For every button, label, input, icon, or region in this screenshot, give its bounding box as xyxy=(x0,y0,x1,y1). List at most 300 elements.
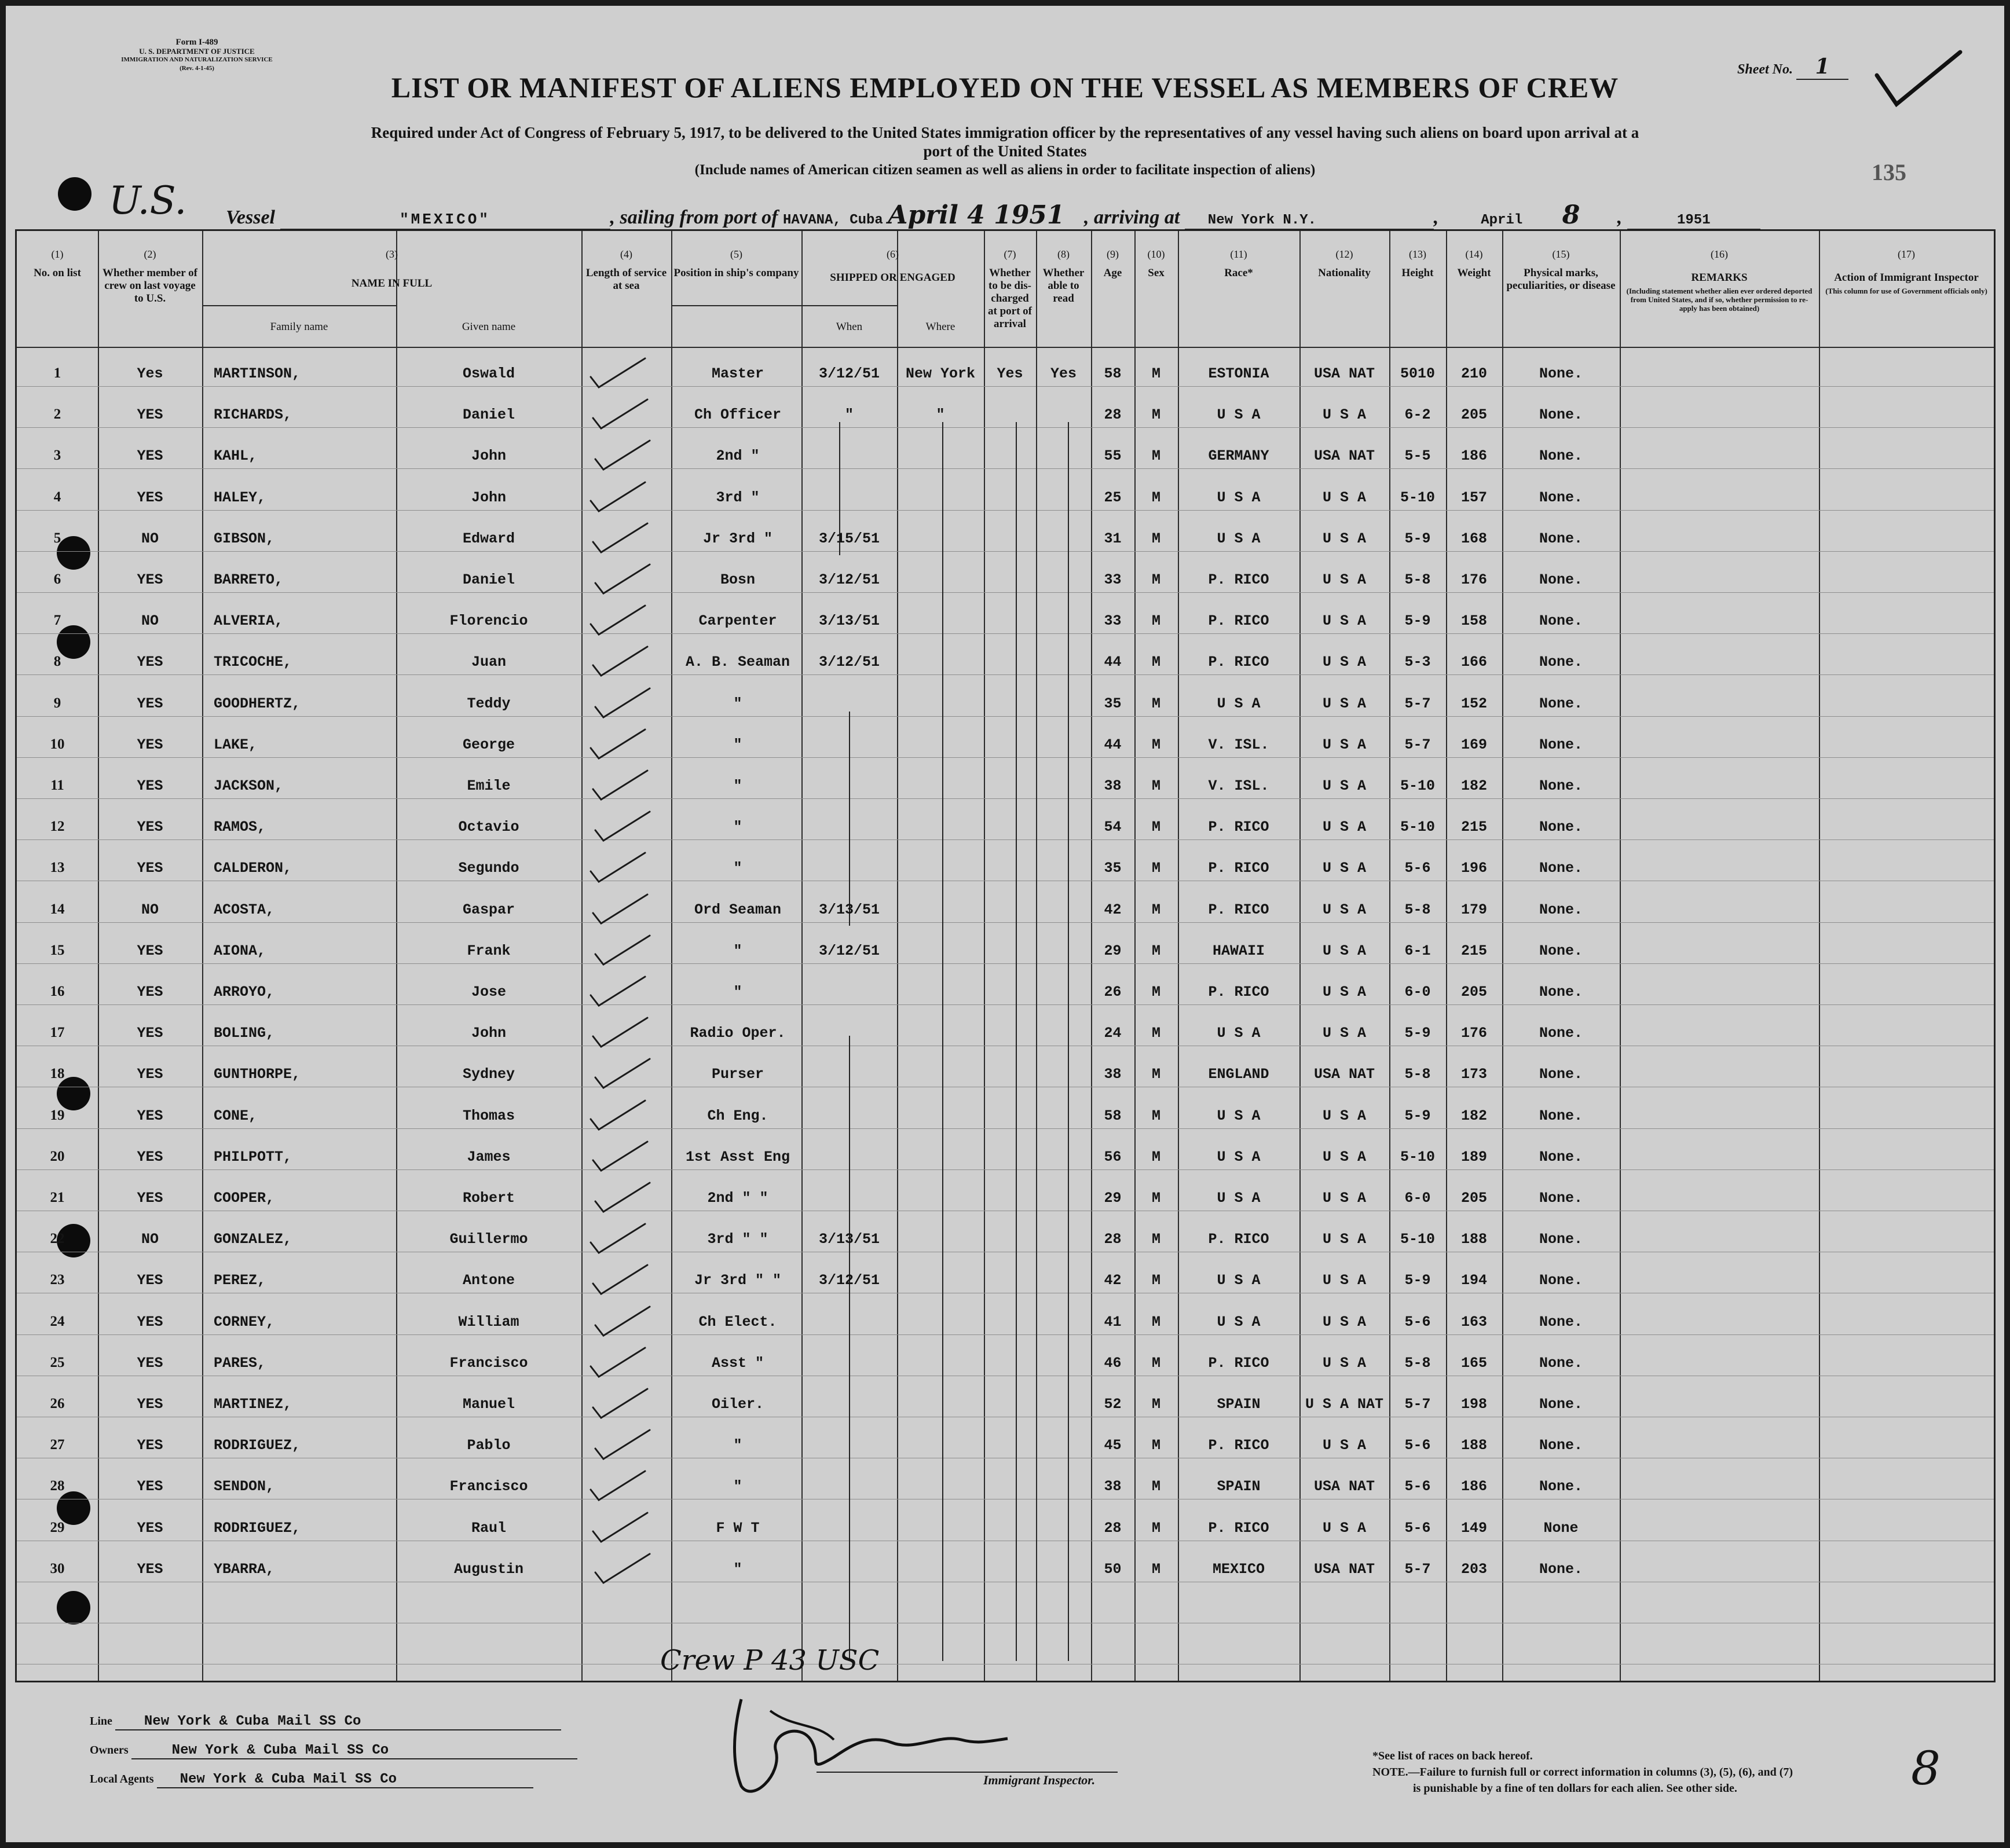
cell-no: 28 xyxy=(50,1478,65,1494)
cell-given: Daniel xyxy=(462,571,515,588)
cell-weight: 186 xyxy=(1460,1478,1487,1495)
cell-position: " xyxy=(733,695,742,712)
cell-age: 44 xyxy=(1104,654,1122,670)
cell-no: 11 xyxy=(50,778,64,793)
column-number: (16) xyxy=(1711,248,1728,260)
cell-marks: None. xyxy=(1539,736,1583,753)
cell-when: 3/12/51 xyxy=(818,1272,880,1289)
table-row xyxy=(17,1012,1994,1053)
arriving-label: arriving at xyxy=(1093,207,1180,228)
table-row xyxy=(17,600,1994,641)
cell-position: A. B. Seaman xyxy=(685,654,790,670)
table-row xyxy=(17,806,1994,847)
cell-age: 58 xyxy=(1104,1108,1122,1124)
cell-no: 15 xyxy=(50,943,65,958)
cell-marks: None. xyxy=(1539,1231,1583,1248)
crew-table xyxy=(15,229,1996,1682)
subheader-divider xyxy=(671,305,897,306)
cell-weight: 176 xyxy=(1460,1025,1487,1042)
cell-marks: None. xyxy=(1539,1478,1583,1495)
cell-nationality: U S A xyxy=(1322,943,1366,959)
cell-age: 35 xyxy=(1104,860,1122,877)
cell-last: YES xyxy=(137,489,163,506)
cell-sex: M xyxy=(1151,984,1160,1000)
cell-last: YES xyxy=(137,1355,163,1372)
column-header-label: Action of Immigrant Inspector xyxy=(1834,272,1979,284)
checkmark-icon xyxy=(590,1138,653,1173)
column-header-label: Whether to be dis-charged at port of arrival xyxy=(988,267,1032,330)
cell-no: 8 xyxy=(53,654,61,669)
cell-height: 5-8 xyxy=(1404,1355,1431,1372)
footer-line xyxy=(90,1714,561,1730)
cell-weight: 176 xyxy=(1460,571,1487,588)
checkmark-icon xyxy=(587,1097,651,1132)
corner-mark: 8 xyxy=(1911,1741,1941,1795)
cell-nationality: U S A xyxy=(1322,1149,1366,1165)
cell-sex: M xyxy=(1151,1396,1160,1413)
cell-weight: 215 xyxy=(1460,819,1487,835)
table-row xyxy=(17,1053,1994,1094)
checkmark-icon xyxy=(592,561,656,596)
cell-sex: M xyxy=(1151,1149,1160,1165)
cell-race: V. ISL. xyxy=(1208,736,1269,753)
cell-race: U S A xyxy=(1217,1149,1261,1165)
checkmark-icon xyxy=(592,685,656,720)
cell-marks: None. xyxy=(1539,901,1583,918)
cell-position: Master xyxy=(711,365,764,382)
table-row xyxy=(17,889,1994,930)
cell-marks: None. xyxy=(1539,489,1583,506)
table-row xyxy=(17,724,1994,765)
subtitle-line2: port of the United States xyxy=(923,142,1087,160)
cell-position: 2nd " " xyxy=(707,1190,768,1207)
cell-last: YES xyxy=(137,1108,163,1124)
cell-nationality: U S A xyxy=(1322,1231,1366,1248)
cell-given: Antone xyxy=(462,1272,515,1289)
stamp-number: 135 xyxy=(1872,159,1906,185)
column-number: (14) xyxy=(1465,248,1483,260)
table-row xyxy=(17,1342,1994,1383)
cell-given: Emile xyxy=(467,778,511,794)
cell-nationality: U S A xyxy=(1322,736,1366,753)
cell-family: CALDERON, xyxy=(214,860,292,877)
vessel-field xyxy=(280,207,610,230)
cell-family: LAKE, xyxy=(214,736,258,753)
races-note: *See list of races on back hereof. xyxy=(1372,1750,1533,1762)
cell-no: 19 xyxy=(50,1108,65,1123)
cell-no: 4 xyxy=(53,489,61,505)
cell-when: 3/12/51 xyxy=(818,943,880,959)
cell-last: YES xyxy=(137,1149,163,1165)
table-row xyxy=(17,1548,1994,1589)
cell-nationality: U S A xyxy=(1322,1355,1366,1372)
cell-sex: M xyxy=(1151,943,1160,959)
cell-given: John xyxy=(471,489,506,506)
cell-sex: M xyxy=(1151,489,1160,506)
cell-height: 5-10 xyxy=(1400,1149,1435,1165)
revision: (Rev. 4-1-45) xyxy=(180,65,214,72)
cell-last: YES xyxy=(137,819,163,835)
cell-age: 58 xyxy=(1104,365,1122,382)
cell-last: YES xyxy=(137,1437,163,1454)
cell-nationality: U S A xyxy=(1322,654,1366,670)
cell-family: CORNEY, xyxy=(214,1314,275,1330)
cell-age: 31 xyxy=(1104,530,1122,547)
cell-age: 28 xyxy=(1104,406,1122,423)
cell-position: " xyxy=(733,860,742,877)
cell-marks: None xyxy=(1543,1520,1579,1537)
cell-weight: 186 xyxy=(1460,448,1487,464)
cell-race: P. RICO xyxy=(1208,1231,1269,1248)
checkmark-icon xyxy=(587,1220,651,1255)
table-row xyxy=(17,353,1994,394)
cell-age: 55 xyxy=(1104,448,1122,464)
cell-height: 5-7 xyxy=(1404,1561,1431,1578)
cell-family: GOODHERTZ, xyxy=(214,695,301,712)
cell-marks: None. xyxy=(1539,984,1583,1000)
column-number: (6) xyxy=(887,248,899,260)
cell-family: SENDON, xyxy=(214,1478,275,1495)
cell-race: V. ISL. xyxy=(1208,778,1269,794)
column-header-label: Height xyxy=(1401,267,1434,279)
cell-last: YES xyxy=(137,1190,163,1207)
cell-marks: None. xyxy=(1539,860,1583,877)
table-row xyxy=(17,1424,1994,1465)
table-row xyxy=(17,1465,1994,1506)
cell-sex: M xyxy=(1151,1231,1160,1248)
cell-race: P. RICO xyxy=(1208,654,1269,670)
cell-no: 12 xyxy=(50,819,65,834)
cell-given: Augustin xyxy=(453,1561,524,1578)
column-header-label: Position in ship's company xyxy=(673,267,799,279)
penalty-note-line1: NOTE.—Failure to furnish full or correct information in columns (3), (5), (6), and (7) xyxy=(1372,1766,1793,1779)
column-number: (5) xyxy=(730,248,742,260)
cell-last: NO xyxy=(141,901,159,918)
cell-family: MARTINEZ, xyxy=(214,1396,292,1413)
cell-when: " xyxy=(844,406,854,423)
cell-nationality: U S A xyxy=(1322,901,1366,918)
table-row xyxy=(17,435,1994,476)
sailing-date: April 4 1951 xyxy=(888,200,1065,230)
cell-position: Jr 3rd " xyxy=(702,530,773,547)
cell-family: BARRETO, xyxy=(214,571,284,588)
column-header-label: Sex xyxy=(1148,267,1165,279)
cell-sex: M xyxy=(1151,1355,1160,1372)
column-number: (4) xyxy=(620,248,632,260)
cell-nationality: U S A xyxy=(1322,1190,1366,1207)
handwritten-note: Crew P 43 USC xyxy=(660,1644,880,1677)
cell-position: " xyxy=(733,778,742,794)
cell-race: P. RICO xyxy=(1208,571,1269,588)
cell-nationality: U S A xyxy=(1322,530,1366,547)
checkmark-icon xyxy=(590,1509,653,1544)
checkmark-icon xyxy=(590,643,653,678)
cell-weight: 189 xyxy=(1460,1149,1487,1165)
cell-weight: 182 xyxy=(1460,778,1487,794)
cell-last: YES xyxy=(137,1561,163,1578)
cell-position: Ch Officer xyxy=(694,406,782,423)
cell-height: 6-0 xyxy=(1404,984,1431,1000)
cell-age: 52 xyxy=(1104,1396,1122,1413)
column-header-label: Nationality xyxy=(1318,267,1371,279)
cell-race: P. RICO xyxy=(1208,1355,1269,1372)
column-header-label: REMARKS xyxy=(1691,272,1748,284)
footer-owners xyxy=(90,1743,577,1759)
cell-age: 28 xyxy=(1104,1520,1122,1537)
cell-nationality: U S A xyxy=(1322,1025,1366,1042)
cell-nationality: U S A xyxy=(1322,1108,1366,1124)
cell-family: COOPER, xyxy=(214,1190,275,1207)
arrival-year: 1951 xyxy=(1676,212,1711,228)
cell-family: ALVERIA, xyxy=(214,613,284,629)
cell-height: 5-8 xyxy=(1404,901,1431,918)
cell-family: ACOSTA, xyxy=(214,901,275,918)
cell-age: 44 xyxy=(1104,736,1122,753)
cell-given: Pablo xyxy=(467,1437,511,1454)
cell-marks: None. xyxy=(1539,1149,1583,1165)
table-row xyxy=(17,1259,1994,1300)
column-header-label: No. on list xyxy=(34,267,81,279)
column-header-label: Weight xyxy=(1457,267,1491,279)
cell-marks: None. xyxy=(1539,1272,1583,1289)
cell-weight: 210 xyxy=(1460,365,1487,382)
cell-height: 5-7 xyxy=(1404,1396,1431,1413)
cell-sex: M xyxy=(1151,1025,1160,1042)
cell-given: Juan xyxy=(471,654,506,670)
cell-height: 5-7 xyxy=(1404,695,1431,712)
cell-last: YES xyxy=(137,1272,163,1289)
cell-weight: 188 xyxy=(1460,1231,1487,1248)
page-title: LIST OR MANIFEST OF ALIENS EMPLOYED ON THE VESSEL AS MEMBERS OF CREW xyxy=(391,71,1619,104)
cell-weight: 205 xyxy=(1460,1190,1487,1207)
cell-height: 5-9 xyxy=(1404,1108,1431,1124)
cell-age: 50 xyxy=(1104,1561,1122,1578)
cell-weight: 169 xyxy=(1460,736,1487,753)
table-row xyxy=(17,971,1994,1012)
form-number: Form I-489 xyxy=(175,38,218,47)
cell-given: Edward xyxy=(462,530,515,547)
cell-nationality: U S A xyxy=(1322,860,1366,877)
cell-sex: M xyxy=(1151,1520,1160,1537)
cell-height: 5-6 xyxy=(1404,860,1431,877)
cell-height: 5-10 xyxy=(1400,1231,1435,1248)
cell-position: Purser xyxy=(711,1066,764,1083)
owners-value: New York & Cuba Mail SS Co xyxy=(131,1743,577,1759)
column-subheader: Family name xyxy=(270,321,328,333)
column-header-label: Length of service at sea xyxy=(585,267,667,292)
cell-discharged: Yes xyxy=(997,365,1023,382)
cell-nationality: U S A NAT xyxy=(1305,1396,1384,1413)
cell-position: Radio Oper. xyxy=(690,1025,786,1042)
cell-position: " xyxy=(733,736,742,753)
cell-family: YBARRA, xyxy=(214,1561,275,1578)
cell-family: HALEY, xyxy=(214,489,266,506)
line-label: Line xyxy=(90,1715,112,1728)
cell-age: 54 xyxy=(1104,819,1122,835)
cell-race: P. RICO xyxy=(1208,984,1269,1000)
column-header-label: NAME IN FULL xyxy=(351,277,433,289)
column-number: (10) xyxy=(1147,248,1165,260)
cell-age: 38 xyxy=(1104,778,1122,794)
cell-position: 2nd " xyxy=(716,448,760,464)
cell-race: P. RICO xyxy=(1208,1437,1269,1454)
cell-family: AIONA, xyxy=(214,943,266,959)
cell-height: 5-9 xyxy=(1404,1272,1431,1289)
cell-family: RODRIGUEZ, xyxy=(214,1437,301,1454)
cell-height: 5-3 xyxy=(1404,654,1431,670)
cell-given: Florencio xyxy=(449,613,528,629)
cell-when: 3/12/51 xyxy=(818,365,880,382)
cell-position: Carpenter xyxy=(698,613,777,629)
column-subheader: Given name xyxy=(462,321,516,333)
cell-weight: 158 xyxy=(1460,613,1487,629)
cell-age: 42 xyxy=(1104,901,1122,918)
punch-hole xyxy=(58,177,91,211)
cell-nationality: U S A xyxy=(1322,489,1366,506)
column-number: (1) xyxy=(51,248,64,260)
cell-sex: M xyxy=(1151,819,1160,835)
checkmark-icon xyxy=(590,1262,653,1296)
cell-last: YES xyxy=(137,1478,163,1495)
cell-race: P. RICO xyxy=(1208,901,1269,918)
cell-age: 29 xyxy=(1104,943,1122,959)
cell-position: 3rd " xyxy=(716,489,760,506)
cell-height: 5-6 xyxy=(1404,1437,1431,1454)
cell-sex: M xyxy=(1151,1314,1160,1330)
cell-sex: M xyxy=(1151,1561,1160,1578)
cell-marks: None. xyxy=(1539,406,1583,423)
cell-read: Yes xyxy=(1050,365,1077,382)
column-number: (7) xyxy=(1004,248,1016,260)
cell-weight: 188 xyxy=(1460,1437,1487,1454)
cell-given: Francisco xyxy=(449,1478,528,1495)
cell-marks: None. xyxy=(1539,695,1583,712)
cell-position: " xyxy=(733,819,742,835)
cell-given: Raul xyxy=(471,1520,506,1537)
cell-nationality: USA NAT xyxy=(1313,1066,1375,1083)
cell-nationality: USA NAT xyxy=(1313,365,1375,382)
cell-family: RICHARDS, xyxy=(214,406,292,423)
cell-marks: None. xyxy=(1539,571,1583,588)
vessel-label: Vessel xyxy=(226,207,275,228)
cell-sex: M xyxy=(1151,1190,1160,1207)
checkmark-icon xyxy=(592,1055,656,1090)
cell-position: Ord Seaman xyxy=(694,901,782,918)
cell-given: Francisco xyxy=(449,1355,528,1372)
cell-weight: 163 xyxy=(1460,1314,1487,1330)
cell-height: 5-6 xyxy=(1404,1478,1431,1495)
cell-race: GERMANY xyxy=(1208,448,1269,464)
cell-weight: 165 xyxy=(1460,1355,1487,1372)
table-row xyxy=(17,1177,1994,1218)
cell-no: 18 xyxy=(50,1066,65,1081)
cell-family: RODRIGUEZ, xyxy=(214,1520,301,1537)
cell-marks: None. xyxy=(1539,1396,1583,1413)
cell-weight: 205 xyxy=(1460,984,1487,1000)
port-field xyxy=(783,200,1084,231)
line-value: New York & Cuba Mail SS Co xyxy=(115,1714,561,1730)
cell-last: YES xyxy=(137,984,163,1000)
cell-nationality: U S A xyxy=(1322,819,1366,835)
cell-family: JACKSON, xyxy=(214,778,284,794)
cell-sex: M xyxy=(1151,901,1160,918)
cell-weight: 194 xyxy=(1460,1272,1487,1289)
cell-marks: None. xyxy=(1539,530,1583,547)
table-row xyxy=(17,847,1994,888)
cell-race: HAWAII xyxy=(1212,943,1265,959)
cell-no: 10 xyxy=(50,736,65,752)
column-header-label: Whether able to read xyxy=(1042,267,1085,305)
cell-marks: None. xyxy=(1539,1355,1583,1372)
footer-agents xyxy=(90,1772,533,1788)
cell-weight: 182 xyxy=(1460,1108,1487,1124)
cell-given: James xyxy=(467,1149,511,1165)
owners-label: Owners xyxy=(90,1744,129,1757)
cell-last: NO xyxy=(141,1231,159,1248)
column-header-note: (Including statement whether alien ever ordered deported from United States, and if so, whether permission to re-apply has been obtained) xyxy=(1626,287,1813,313)
table-row xyxy=(17,1136,1994,1177)
cell-family: GUNTHORPE, xyxy=(214,1066,301,1083)
cell-marks: None. xyxy=(1539,365,1583,382)
cell-no: 30 xyxy=(50,1561,65,1576)
checkmark-icon xyxy=(590,891,653,926)
cell-last: YES xyxy=(137,860,163,877)
cell-weight: 168 xyxy=(1460,530,1487,547)
cell-weight: 203 xyxy=(1460,1561,1487,1578)
column-number: (15) xyxy=(1552,248,1570,260)
cell-family: PHILPOTT, xyxy=(214,1149,292,1165)
cell-given: Gaspar xyxy=(462,901,515,918)
cell-race: U S A xyxy=(1217,1190,1261,1207)
table-row xyxy=(17,559,1994,600)
checkmark-icon xyxy=(587,973,651,1008)
cell-age: 28 xyxy=(1104,1231,1122,1248)
checkmark-icon xyxy=(592,1303,656,1338)
cell-weight: 157 xyxy=(1460,489,1487,506)
cell-nationality: U S A xyxy=(1322,1314,1366,1330)
inspector-signature xyxy=(718,1688,1019,1803)
column-header-label: Age xyxy=(1103,267,1122,279)
cell-race: U S A xyxy=(1217,1025,1261,1042)
header-divider xyxy=(17,347,1994,348)
cell-marks: None. xyxy=(1539,654,1583,670)
cell-family: GONZALEZ, xyxy=(214,1231,292,1248)
cell-race: P. RICO xyxy=(1208,1520,1269,1537)
checkmark-icon xyxy=(587,355,651,390)
cell-race: U S A xyxy=(1217,1272,1261,1289)
cell-last: Yes xyxy=(137,365,163,382)
cell-race: U S A xyxy=(1217,1314,1261,1330)
cell-family: PARES, xyxy=(214,1355,266,1372)
cell-age: 33 xyxy=(1104,613,1122,629)
cell-position: Asst " xyxy=(711,1355,764,1372)
cell-marks: None. xyxy=(1539,1108,1583,1124)
cell-last: YES xyxy=(137,1396,163,1413)
subheader-divider xyxy=(202,305,396,306)
cell-given: Robert xyxy=(462,1190,515,1207)
cell-weight: 198 xyxy=(1460,1396,1487,1413)
cell-marks: None. xyxy=(1539,1066,1583,1083)
cell-sex: M xyxy=(1151,530,1160,547)
cell-given: Frank xyxy=(467,943,511,959)
table-row xyxy=(17,518,1994,559)
cell-height: 5-10 xyxy=(1400,489,1435,506)
cell-marks: None. xyxy=(1539,613,1583,629)
cell-given: Segundo xyxy=(458,860,519,877)
cell-nationality: USA NAT xyxy=(1313,448,1375,464)
cell-last: YES xyxy=(137,654,163,670)
cell-given: Oswald xyxy=(462,365,515,382)
